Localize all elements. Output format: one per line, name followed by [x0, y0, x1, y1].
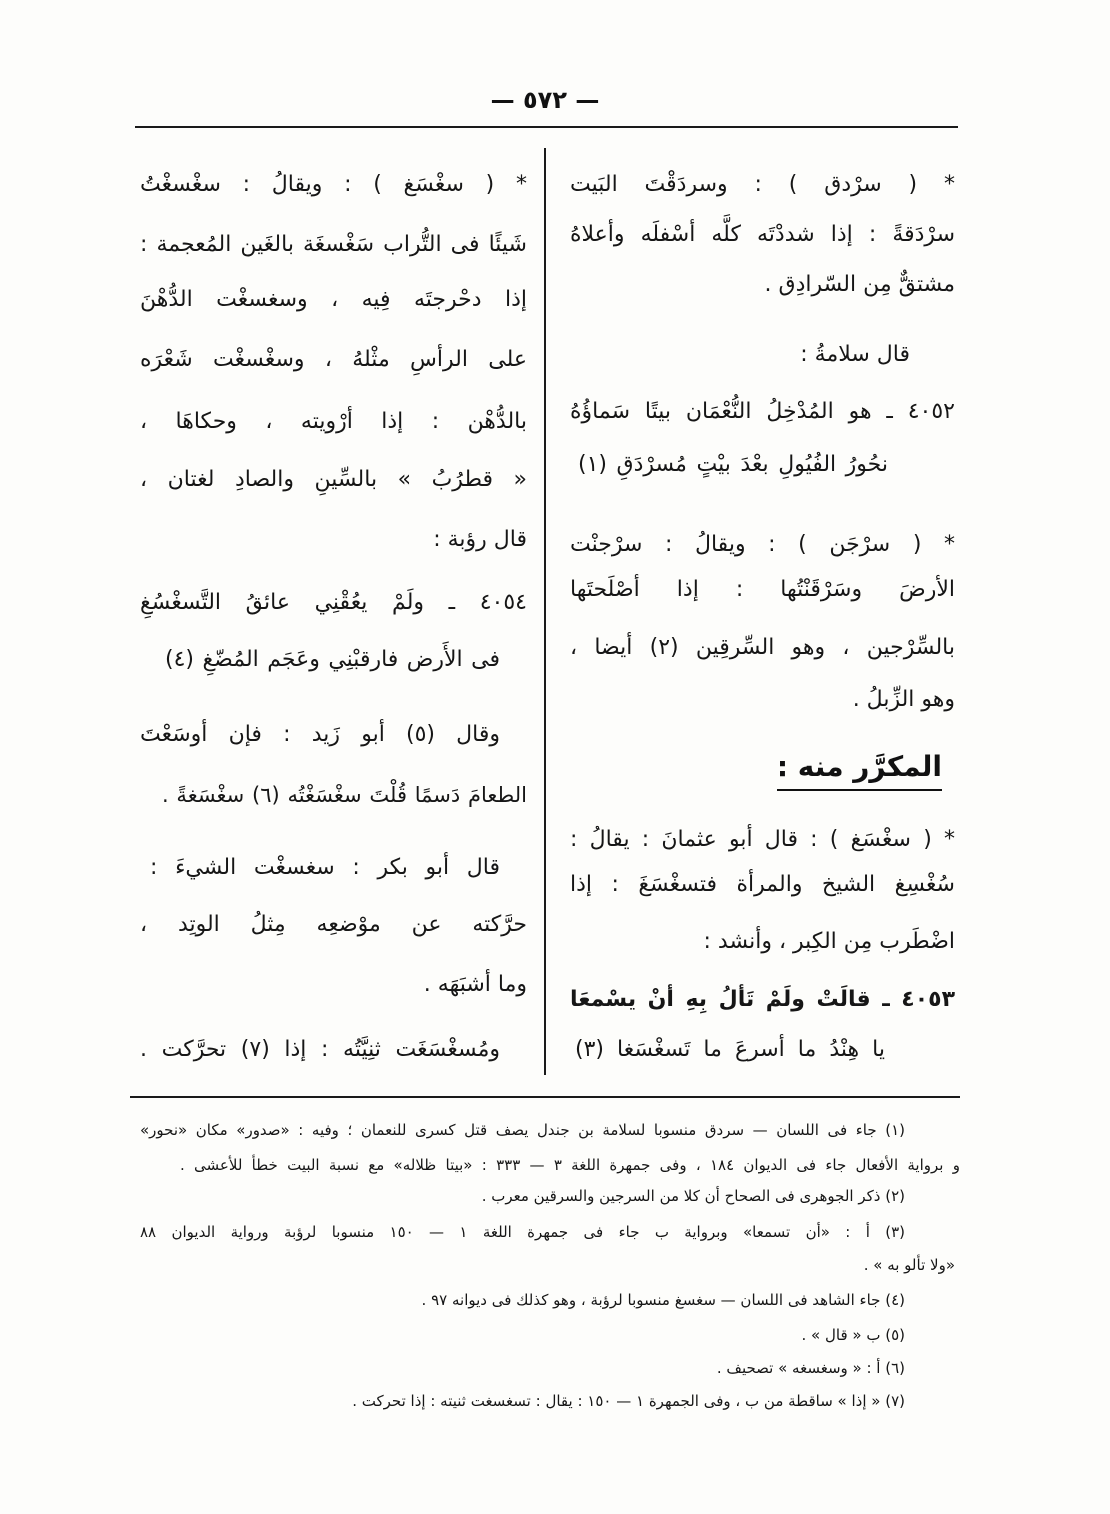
text-line: قال سلامةُ :	[800, 342, 910, 367]
text-line: ومُسغْسَغَت ثنِيَّتُه : إذا (٧) تحرَّكت .	[140, 1037, 500, 1062]
text-line: إذا دحْرجتَه فِيه ، وسغسغْت الدُّهْنَ	[140, 287, 527, 312]
page-number: — ٥٧٢ —	[490, 86, 600, 114]
footnote-line: (٤) جاء الشاهد فى اللسان — سغسغ منسوبا لرؤبة ، وهو كذلك فى ديوانه ٩٧ .	[421, 1291, 905, 1309]
text-line: سرْدَقةً : إذا شددْتَه كلَّه أسْفلَه وأعلاهُ	[570, 222, 955, 247]
text-line: قال رؤبة :	[433, 527, 527, 552]
footnote-rule	[130, 1096, 960, 1098]
footnote-line: (٣) أ : «أن تسمعا» وبرواية ب جاء فى جمهرة اللغة ١ — ١٥٠ منسوبا لرؤبة ورواية الديوان ٨٨	[140, 1223, 906, 1241]
text-line: وهو الزِّبلُ .	[852, 687, 955, 712]
text-line: بالسِّرْجين ، وهو السِّرقِين (٢) أيضا ،	[570, 635, 956, 660]
text-line: * ( سغْسَغ ) : قال أبو عثمانَ : يقالُ :	[570, 827, 955, 852]
text-line: قال أبو بكر : سغسغْت الشيءَ :	[150, 855, 500, 880]
text-line: حرَّكته عن موْضعِه مِثلُ الوتِد ،	[140, 912, 527, 937]
text-line: * ( سغْسَغ ) : ويقالُ : سغْسغْتُ	[140, 172, 527, 197]
text-line: « قطرُبُ » بالسِّينِ والصادِ لغتان ،	[140, 467, 527, 492]
verse-line: يا هِنْدُ ما أسرعَ ما تَسغْسَغا (٣)	[575, 1037, 885, 1062]
verse-line: ٤٠٥٤ ـ ولَمْ يعُقْنِي عائقُ التَّسغْسُغِ	[140, 590, 527, 615]
verse-line: نحُورُ الفُيُولِ بعْدَ بيْتٍ مُسرْدَقِ (١)	[578, 452, 888, 477]
text-line: الأرضَ وسَرْقَنْتُها : إذا أصْلَحتَها	[570, 577, 955, 602]
section-heading: المكرَّر منه :	[777, 745, 942, 791]
text-line: مشتقٌّ مِن السّرادِق .	[764, 272, 955, 297]
footnote-line: «ولا تألو به » .	[863, 1256, 955, 1274]
verse-line: فى الأَرض فارقبْنِي وعَجَم المُضّغِ (٤)	[165, 647, 500, 672]
verse-line: ٤٠٥٣ ـ قالَتْ ولَمْ تَألُ بِهِ أنْ يسْمعَا	[570, 987, 955, 1012]
text-line: وقال (٥) أبو زَيد : فإن أوسَعْتَ	[140, 722, 501, 747]
text-line: اضْطَرب مِن الكِبر ، وأنشد :	[703, 929, 955, 954]
verse-line: ٤٠٥٢ ـ هو المُدْخِلُ النُّعْمَان بيتًا سَماؤُهُ	[570, 399, 955, 424]
text-line: على الرأسِ مثْلهُ ، وسغْسغْت شَعْرَه	[140, 347, 527, 372]
header-rule	[135, 126, 958, 128]
text-line: وما أشبَهَه .	[423, 972, 527, 997]
footnote-line: (٦) أ : « وسغسغه » تصحيف .	[716, 1359, 905, 1377]
footnote-line: (٢) ذكر الجوهرى فى الصحاح أن كلا من السرجين والسرقين معرب .	[481, 1187, 905, 1205]
column-divider	[544, 148, 546, 1075]
text-line: * ( سرْدق ) : وسردَقْتَ البَيت	[570, 172, 955, 197]
text-line: شَيئًا فى التُّراب سَغْسغَة بالغَين المُعجمة :	[140, 232, 527, 257]
text-line: بالدُّهْن : إذا أرْويته ، وحكاهَا ،	[140, 409, 527, 434]
section-heading-wrap	[562, 745, 942, 791]
footnote-line: و برواية الأفعال جاء فى الديوان ١٨٤ ، وفى جمهرة اللغة ٣ — ٣٣٣ : «بيتا ظلاله» مع نسبة البيت خطأ للأعشى .	[180, 1156, 960, 1174]
footnote-line: (٧) « إذا » ساقطة من ب ، وفى الجمهرة ١ — ١٥٠ : يقال : تسغسغت ثنيته : إذا تحركت .	[352, 1392, 905, 1410]
footnote-line: (٥) ب « قال » .	[801, 1326, 905, 1344]
text-line: * ( سرْجَن ) : ويقالُ : سرْجنْت	[570, 532, 955, 557]
text-line: الطعامَ دَسمًا قُلْتَ سغْسَغْتُه (٦) سغْسَغةً .	[162, 783, 527, 807]
text-line: سُغْسِغ الشيخ والمرأة فتسغْسَغَ : إذا	[570, 872, 955, 897]
footnote-line: (١) جاء فى اللسان — سردق منسوبا لسلامة بن جندل يصف قتل كسرى للنعمان ؛ وفيه : «صدور» مكان «نحور»	[140, 1121, 905, 1139]
